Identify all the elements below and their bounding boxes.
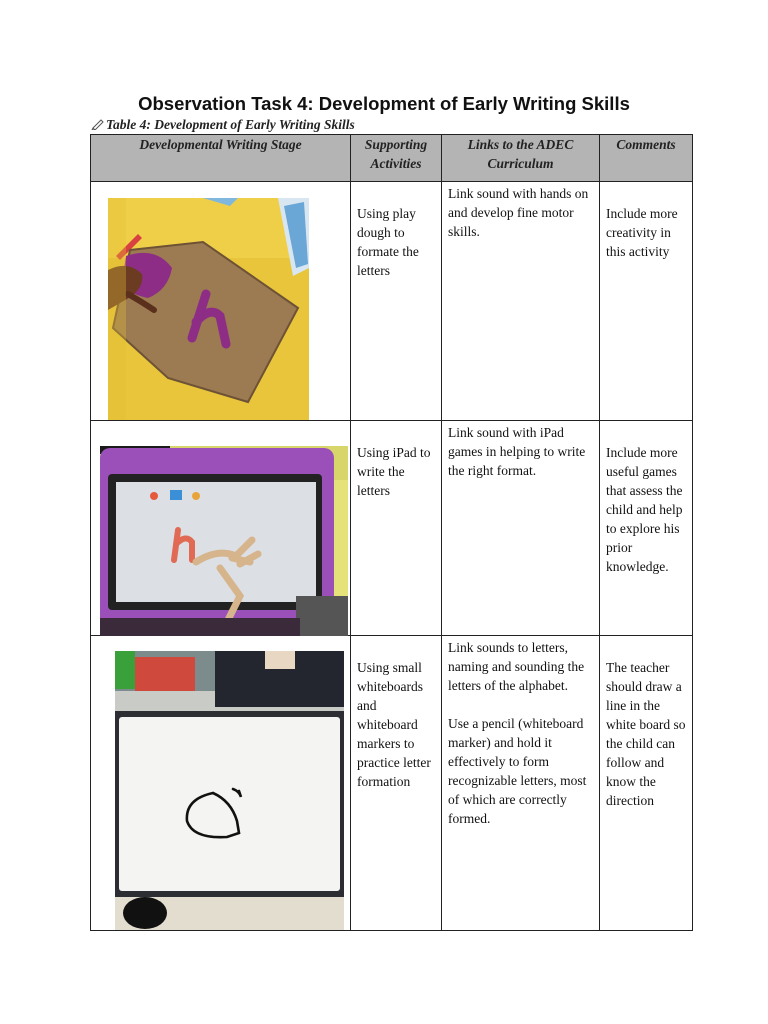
links-cell [442, 421, 600, 636]
activity-cell [351, 421, 442, 636]
links-cell [442, 182, 600, 421]
header-comments: Comments [600, 135, 693, 182]
activity-text: Using small whiteboards and whiteboard markers to practice letter formation [357, 660, 431, 789]
table-caption-text: Table 4: Development of Early Writing Skills [106, 117, 355, 132]
table-caption [91, 117, 355, 133]
links-cell [442, 636, 600, 931]
stage-photo-cell [91, 421, 351, 636]
writing-skills-table [90, 134, 693, 931]
comment-cell [600, 421, 693, 636]
header-links: Links to the ADEC Curriculum [442, 135, 600, 182]
ipad-letter-h-photo [100, 446, 348, 636]
comment-cell [600, 636, 693, 931]
activity-cell [351, 182, 442, 421]
header-stage: Developmental Writing Stage [91, 135, 351, 182]
stage-photo-cell [91, 636, 351, 931]
whiteboard-letter-c-photo [115, 651, 344, 930]
comment-cell [600, 182, 693, 421]
table-row [91, 421, 693, 636]
links-text: Link sound with iPad games in helping to write the right format. [448, 425, 586, 478]
pencil-icon [91, 118, 105, 130]
comment-text: Include more creativity in this activity [606, 206, 678, 259]
comment-text: The teacher should draw a line in the white board so the child can follow and know the direction [606, 660, 686, 808]
activity-cell [351, 636, 442, 931]
document-title: Observation Task 4: Development of Early Writing Skills [138, 93, 630, 114]
table-row [91, 636, 693, 931]
table-header-row [91, 135, 693, 182]
activity-text: Using play dough to formate the letters [357, 206, 419, 278]
table-row [91, 182, 693, 421]
stage-photo-cell [91, 182, 351, 421]
links-text: Link sound with hands on and develop fine motor skills. [448, 186, 589, 239]
comment-text: Include more useful games that assess the child and help to explore his prior knowledge. [606, 445, 683, 574]
links-text: Use a pencil (whiteboard marker) and hold it effectively to form recognizable letters, most of which are correctly formed. [448, 716, 587, 826]
header-activities: Supporting Activities [351, 135, 442, 182]
links-text: Link sounds to letters, naming and sounding the letters of the alphabet. [448, 640, 585, 693]
play-dough-letter-h-photo [108, 198, 309, 420]
activity-text: Using iPad to write the letters [357, 445, 431, 498]
